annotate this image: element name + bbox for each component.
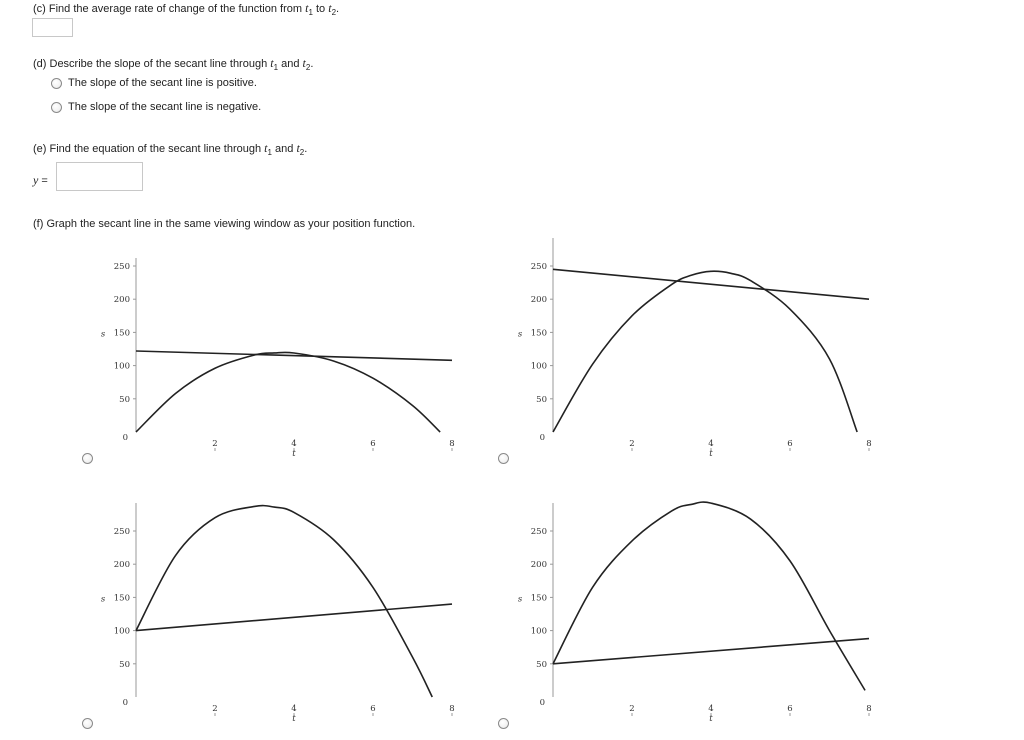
period: .	[310, 58, 314, 70]
t2-symbol: t	[296, 141, 300, 155]
x-tick-label-2: 2	[212, 704, 218, 714]
equals-sign: =	[41, 175, 48, 187]
y-tick-label-100: 100	[113, 626, 130, 637]
slope-negative-label[interactable]: The slope of the secant line is negative.	[68, 101, 262, 113]
position-curve-4	[553, 502, 865, 690]
y-tick-label-100: 100	[530, 361, 547, 372]
slope-positive-label[interactable]: The slope of the secant line is positive.	[68, 77, 257, 89]
x-tick-label-6: 6	[370, 704, 376, 714]
y-tick-label-200: 200	[530, 295, 547, 306]
y-tick-label-100: 100	[530, 626, 547, 637]
period: .	[304, 143, 308, 155]
y-tick-label-50: 50	[119, 394, 130, 405]
y-tick-label-200: 200	[530, 560, 547, 571]
question-f-text: (f) Graph the secant line in the same viewing window as your position function.	[33, 218, 416, 230]
t1-symbol: t	[270, 56, 274, 70]
y-tick-label-200: 200	[113, 560, 130, 571]
y-tick-label-200: 200	[113, 295, 130, 306]
t1-subscript: 1	[308, 8, 313, 18]
and-word: and	[275, 143, 294, 155]
x-tick-label-6: 6	[370, 439, 376, 449]
t1-subscript: 1	[267, 148, 272, 158]
y-tick-label-150: 150	[530, 593, 547, 604]
x-axis-label-3: t	[292, 714, 296, 724]
x-tick-label-6: 6	[787, 439, 793, 449]
y-tick-label-150: 150	[113, 593, 130, 604]
x-tick-label-6: 6	[787, 704, 793, 714]
x-tick-label-4: 4	[291, 704, 297, 714]
x-tick-label-8: 8	[866, 439, 872, 449]
y-tick-label-50: 50	[536, 659, 547, 670]
y-tick-label-250: 250	[113, 527, 130, 537]
t2-subscript: 2	[331, 8, 337, 18]
t2-symbol: t	[302, 56, 306, 70]
y-tick-label-250: 250	[113, 262, 130, 272]
y-tick-label-50: 50	[536, 394, 547, 405]
x-tick-label-2: 2	[629, 439, 635, 449]
x-axis-label-2: t	[709, 449, 713, 459]
x-tick-label-4: 4	[708, 704, 714, 714]
x-tick-label-4: 4	[291, 439, 297, 449]
x-tick-label-8: 8	[449, 704, 455, 714]
y-tick-label-0: 0	[539, 698, 545, 708]
t1-symbol: t	[264, 141, 268, 155]
y-tick-label-0: 0	[539, 433, 545, 443]
x-tick-label-8: 8	[449, 439, 455, 449]
x-tick-label-8: 8	[866, 704, 872, 714]
and-word: and	[281, 58, 300, 70]
x-tick-label-2: 2	[212, 439, 218, 449]
y-tick-label-50: 50	[119, 659, 130, 670]
x-axis-label-4: t	[709, 714, 713, 724]
y-tick-label-100: 100	[113, 361, 130, 372]
y-tick-label-250: 250	[530, 527, 547, 537]
y-axis-label-1: s	[100, 329, 106, 340]
secant-line-4	[553, 639, 869, 664]
question-c-text: (c) Find the average rate of change of the function from	[33, 3, 303, 15]
t2-subscript: 2	[299, 148, 305, 158]
y-tick-label-0: 0	[122, 698, 128, 708]
t2-symbol: t	[328, 1, 332, 15]
y-symbol: y	[33, 173, 39, 187]
y-axis-label-2: s	[517, 329, 523, 340]
x-axis-label-1: t	[292, 449, 296, 459]
question-d-text: (d) Describe the slope of the secant line through	[33, 58, 268, 70]
y-tick-label-0: 0	[122, 433, 128, 443]
x-tick-label-4: 4	[708, 439, 714, 449]
x-tick-label-2: 2	[629, 704, 635, 714]
period: .	[336, 3, 340, 15]
question-e-text: (e) Find the equation of the secant line through	[33, 143, 262, 155]
y-axis-label-4: s	[517, 594, 523, 605]
y-tick-label-150: 150	[113, 328, 130, 339]
t1-symbol: t	[305, 1, 309, 15]
y-tick-label-150: 150	[530, 328, 547, 339]
y-axis-label-3: s	[100, 594, 106, 605]
to-word: to	[315, 3, 326, 15]
t2-subscript: 2	[305, 63, 311, 73]
t1-subscript: 1	[273, 63, 279, 73]
y-tick-label-250: 250	[530, 262, 547, 272]
